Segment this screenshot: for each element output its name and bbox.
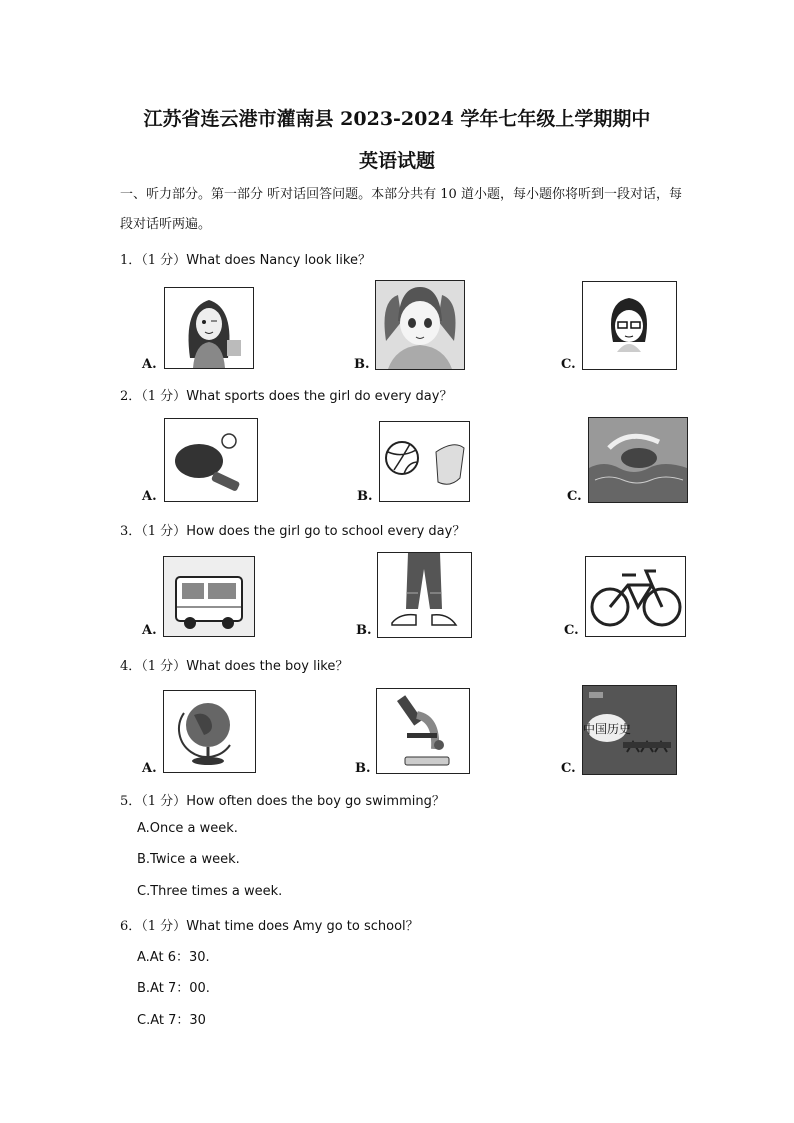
option-label-c: C.	[567, 489, 582, 504]
bicycle-image[interactable]	[585, 556, 686, 637]
question-2: 2．（1 分）What sports does the girl do every day？	[120, 389, 453, 404]
option-label-a: A.	[142, 623, 157, 638]
swimming-image[interactable]	[588, 417, 688, 503]
girl-short-hair-glasses-image[interactable]	[582, 281, 677, 370]
section-intro: 一、听力部分。第一部分 听对话回答问题。本部分共有 10 道小题，每小题你将听到一段对话，每段对话听两遍。	[120, 187, 682, 232]
girl-long-hair-image[interactable]	[164, 287, 254, 369]
option-label-b: B.	[356, 623, 372, 638]
question-5: 5．（1 分）How often does the boy go swimming？	[120, 794, 445, 809]
book-cover-title: 中国历史	[583, 722, 632, 736]
exam-subtitle: 英语试题	[358, 150, 435, 172]
option-c[interactable]: C.At 7：30	[137, 1013, 206, 1028]
option-label-c: C.	[561, 761, 576, 776]
volleyball-image[interactable]	[379, 421, 470, 502]
option-label-b: B.	[355, 761, 371, 776]
walking-image[interactable]	[377, 552, 472, 638]
microscope-image[interactable]	[376, 688, 470, 774]
option-a[interactable]: A.Once a week.	[137, 821, 238, 836]
option-b[interactable]: B.At 7：00.	[137, 981, 210, 996]
girl-pigtails-image[interactable]	[375, 280, 465, 370]
globe-image[interactable]	[163, 690, 256, 773]
option-c[interactable]: C.Three times a week.	[137, 884, 283, 899]
option-a[interactable]: A.At 6：30.	[137, 950, 210, 965]
option-label-b: B.	[354, 357, 370, 372]
bus-image[interactable]	[163, 556, 255, 637]
question-4: 4．（1 分）What does the boy like？	[120, 659, 349, 674]
option-label-a: A.	[142, 357, 157, 372]
option-label-a: A.	[142, 489, 157, 504]
option-label-c: C.	[561, 357, 576, 372]
question-6: 6．（1 分）What time does Amy go to school？	[120, 919, 419, 934]
question-3: 3．（1 分）How does the girl go to school every day？	[120, 524, 466, 539]
option-label-a: A.	[142, 761, 157, 776]
history-book-image[interactable]	[582, 685, 677, 775]
option-label-c: C.	[564, 623, 579, 638]
option-label-b: B.	[357, 489, 373, 504]
question-1: 1．（1 分）What does Nancy look like？	[120, 253, 371, 268]
table-tennis-image[interactable]	[164, 418, 258, 502]
option-b[interactable]: B.Twice a week.	[137, 852, 240, 867]
exam-title: 江苏省连云港市灌南县 2023-2024 学年七年级上学期期中	[143, 108, 651, 130]
